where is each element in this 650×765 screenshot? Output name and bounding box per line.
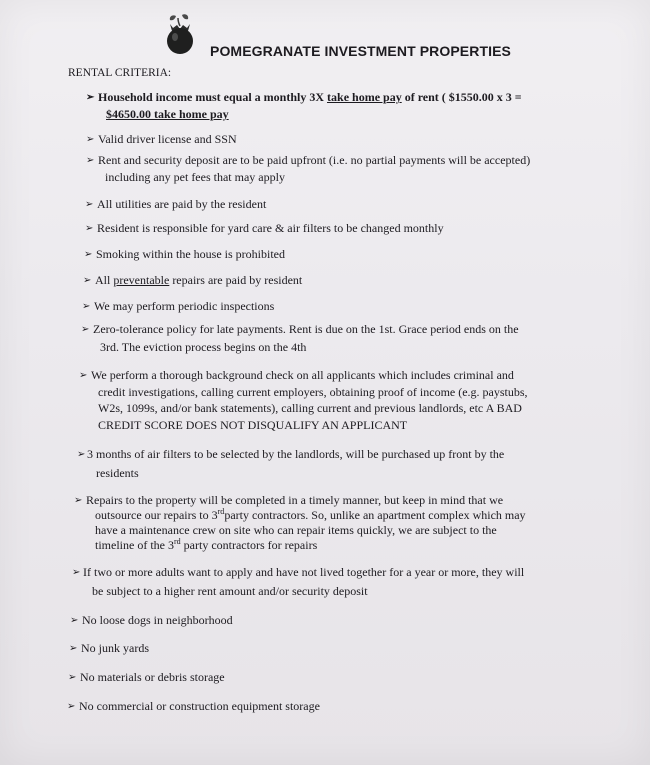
bullet-arrow-icon: ➢ <box>86 134 95 145</box>
criterion-yard-care: ➢ Resident is responsible for yard care & air filters to be changed monthly <box>85 221 444 235</box>
criterion-adults-higher-rent: ➢ If two or more adults want to apply and have not lived together for a year or more, they will be subject to a higher rent amount and/or security deposit <box>72 565 525 598</box>
criterion-license: ➢ Valid driver license and SSN <box>86 132 237 146</box>
criterion-air-filters: ➢ 3 months of air filters to be selected by the landlords, will be purchased up front by the residents <box>77 447 505 480</box>
criterion-upfront-payment: ➢ Rent and security deposit are to be paid upfront (i.e. no partial payments will be accepted) including any pet fees that may apply <box>86 153 531 184</box>
criterion-background-check: ➢ We perform a thorough background check on all applicants which includes criminal and credit investigations, calling current employers, obtaining proof of income (e.g. paystubs, W2s, 1099s, and/or bank statements), calling current and previous landlords, etc A BAD CREDIT SCORE DOES NOT DISQUALIFY AN APPLICANT <box>79 368 528 432</box>
bullet-arrow-icon: ➢ <box>82 301 91 312</box>
criterion-inspections: ➢ We may perform periodic inspections <box>82 299 275 313</box>
rental-criteria-heading: RENTAL CRITERIA: <box>68 67 172 79</box>
bullet-arrow-icon: ➢ <box>85 199 94 210</box>
criterion-smoking: ➢ Smoking within the house is prohibited <box>84 247 285 261</box>
bullet-arrow-icon: ➢ <box>83 275 92 286</box>
bullet-arrow-icon: ➢ <box>85 223 94 234</box>
bullet-arrow-icon: ➢ <box>70 615 79 626</box>
criterion-no-equipment-storage: ➢ No commercial or construction equipment storage <box>67 699 320 713</box>
bullet-arrow-icon: ➢ <box>67 701 76 712</box>
bullet-arrow-icon: ➢ <box>77 449 86 460</box>
criterion-preventable-repairs: ➢ All preventable repairs are paid by resident <box>83 273 303 287</box>
criterion-late-payments: ➢ Zero-tolerance policy for late payments. Rent is due on the 1st. Grace period ends on the 3rd. The eviction process begins on the 4th <box>81 322 519 354</box>
criterion-no-debris-storage: ➢ No materials or debris storage <box>68 670 225 684</box>
bullet-arrow-icon: ➢ <box>79 370 88 381</box>
criterion-no-junk-yards: ➢ No junk yards <box>69 641 149 655</box>
pomegranate-icon <box>158 12 202 56</box>
criterion-income: ➢ Household income must equal a monthly 3X take home pay of rent ( $1550.00 x 3 = $4650.00 take home pay <box>86 90 522 121</box>
bullet-arrow-icon: ➢ <box>86 155 95 166</box>
criterion-no-loose-dogs: ➢ No loose dogs in neighborhood <box>70 613 233 627</box>
bullet-arrow-icon: ➢ <box>86 92 95 103</box>
bullet-arrow-icon: ➢ <box>72 567 81 578</box>
criterion-repairs-contractors: ➢ Repairs to the property will be completed in a timely manner, but keep in mind that we outsource our repairs to 3rdparty contractors. So, unlike an apartment complex which may have a maintenance crew on site who can repair items quickly, we are subject to the timeline of the 3rd party contractors for repairs <box>74 493 526 552</box>
company-title: POMEGRANATE INVESTMENT PROPERTIES <box>210 43 511 59</box>
bullet-arrow-icon: ➢ <box>69 643 78 654</box>
bullet-arrow-icon: ➢ <box>84 249 93 260</box>
bullet-arrow-icon: ➢ <box>74 495 83 506</box>
criterion-utilities: ➢ All utilities are paid by the resident <box>85 197 267 211</box>
bullet-arrow-icon: ➢ <box>81 324 90 335</box>
bullet-arrow-icon: ➢ <box>68 672 77 683</box>
